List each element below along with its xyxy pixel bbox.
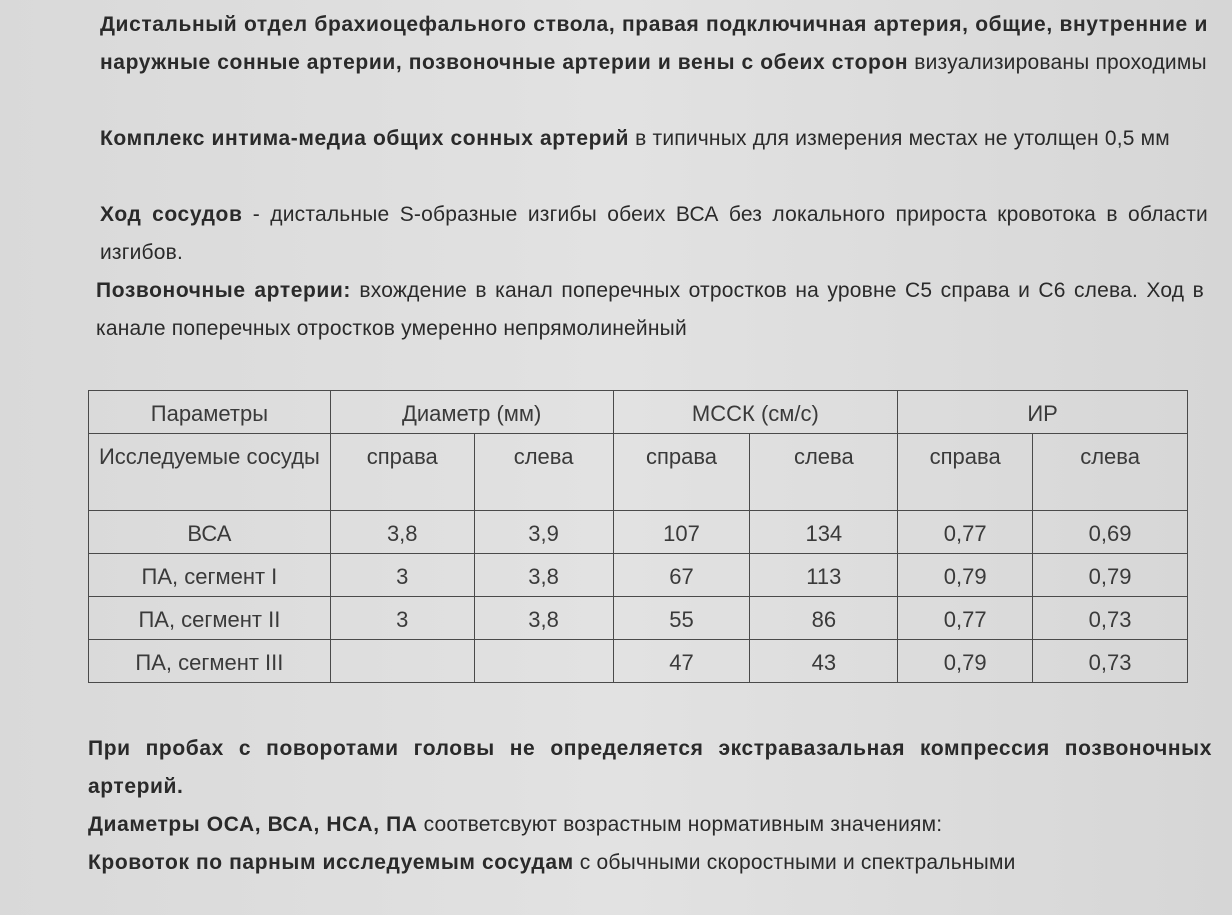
cell-diameter-right: 3 <box>330 554 474 597</box>
paragraph-bold-lead: Диаметры ОСА, ВСА, НСА, ПА <box>88 813 418 836</box>
paragraph-bold-lead: Кровоток по парным исследуемым сосудам <box>88 851 574 874</box>
cell-diameter-left <box>474 640 613 683</box>
paragraph-text: - дистальные S-образные изгибы обеих ВСА без локального прироста кровотока в области изгибов. <box>100 203 1208 264</box>
cell-mssk-left: 43 <box>750 640 898 683</box>
cell-vessel: ВСА <box>89 511 331 554</box>
cell-vessel: ПА, сегмент III <box>89 640 331 683</box>
cell-diameter-right: 3 <box>330 597 474 640</box>
paragraph-text: вхождение в канал поперечных отростков на уровне С5 справа и С6 слева. Ход в канале поперечных отростков умеренно непрямолинейный <box>96 279 1204 340</box>
paragraph-intima-media <box>100 120 1208 158</box>
paragraph-diameters <box>88 806 1212 844</box>
cell-mssk-left: 134 <box>750 511 898 554</box>
subheader-diameter-left: слева <box>474 434 613 511</box>
cell-diameter-right <box>330 640 474 683</box>
cell-ir-left: 0,73 <box>1033 597 1188 640</box>
paragraph-text: визуализированы проходимы <box>908 51 1207 74</box>
cell-ir-left: 0,73 <box>1033 640 1188 683</box>
paragraph-bold-lead: Ход сосудов <box>100 203 243 226</box>
paragraph-vessels-patency <box>100 6 1208 82</box>
paragraph-text: соответсвуют возрастным нормативным значениям: <box>417 813 943 836</box>
cell-mssk-right: 47 <box>613 640 750 683</box>
cell-diameter-left: 3,8 <box>474 597 613 640</box>
header-diameter: Диаметр (мм) <box>330 391 613 434</box>
table-header-row <box>89 391 1188 434</box>
paragraph-bold-lead: При пробах с поворотами головы не определяется экстравазальная компрессия позвоночных артерий. <box>88 737 1212 798</box>
cell-ir-left: 0,79 <box>1033 554 1188 597</box>
cell-diameter-right: 3,8 <box>330 511 474 554</box>
table-row <box>89 554 1188 597</box>
cell-ir-right: 0,77 <box>898 597 1033 640</box>
cell-ir-right: 0,77 <box>898 511 1033 554</box>
table-row <box>89 511 1188 554</box>
cell-ir-right: 0,79 <box>898 640 1033 683</box>
subheader-mssk-right: справа <box>613 434 750 511</box>
subheader-vessels: Исследуемые сосуды <box>89 434 331 511</box>
paragraph-bold-lead: Дистальный отдел брахиоцефального ствола, правая подключичная артерия, общие, внутренние и наружные сонные артерии, позвоночные артерии и вены с обеих сторон <box>100 13 1208 74</box>
cell-vessel: ПА, сегмент II <box>89 597 331 640</box>
cell-ir-right: 0,79 <box>898 554 1033 597</box>
cell-diameter-left: 3,8 <box>474 554 613 597</box>
cell-mssk-right: 55 <box>613 597 750 640</box>
cell-ir-left: 0,69 <box>1033 511 1188 554</box>
paragraph-vertebral-arteries <box>96 272 1204 348</box>
header-ir: ИР <box>898 391 1188 434</box>
table-subheader-row <box>89 434 1188 511</box>
vessel-parameters-table <box>88 390 1188 683</box>
paragraph-head-turn-test <box>88 730 1212 806</box>
subheader-mssk-left: слева <box>750 434 898 511</box>
cell-mssk-left: 113 <box>750 554 898 597</box>
cell-vessel: ПА, сегмент I <box>89 554 331 597</box>
paragraph-blood-flow <box>88 844 1212 882</box>
header-params: Параметры <box>89 391 331 434</box>
cell-mssk-right: 67 <box>613 554 750 597</box>
table-row <box>89 640 1188 683</box>
subheader-diameter-right: справа <box>330 434 474 511</box>
paragraph-text: в типичных для измерения местах не утолщен 0,5 мм <box>629 127 1170 150</box>
subheader-ir-left: слева <box>1033 434 1188 511</box>
cell-mssk-left: 86 <box>750 597 898 640</box>
header-mssk: МССК (см/с) <box>613 391 898 434</box>
cell-diameter-left: 3,9 <box>474 511 613 554</box>
table-row <box>89 597 1188 640</box>
paragraph-bold-lead: Позвоночные артерии: <box>96 279 352 302</box>
paragraph-text: с обычными скоростными и спектральными <box>573 851 1016 874</box>
subheader-ir-right: справа <box>898 434 1033 511</box>
paragraph-bold-lead: Комплекс интима-медиа общих сонных артерий <box>100 127 630 150</box>
paragraph-vessel-course <box>100 196 1208 272</box>
cell-mssk-right: 107 <box>613 511 750 554</box>
